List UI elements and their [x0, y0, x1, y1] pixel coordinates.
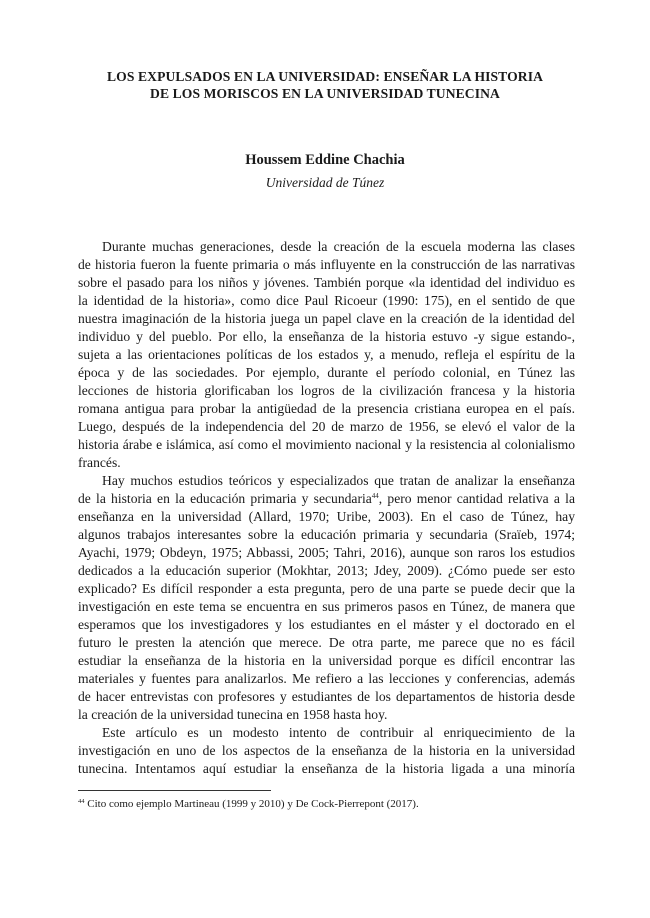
- text-line: la creación de la universidad tunecina en 1958 hasta hoy.: [78, 707, 388, 722]
- text-line: Este artículo es un modesto intento de contribuir al enriquecimiento de la: [102, 725, 575, 740]
- text-line: Ayachi, 1979; Obdeyn, 1975; Abbassi, 2005; Tahri, 2016), aunque son raros los estudios: [78, 545, 575, 560]
- text-line: época y de las sociedades. Por ejemplo, durante el período colonial, en Túnez las: [78, 365, 575, 380]
- footnote-text: Cito como ejemplo Martineau (1999 y 2010) y De Cock-Pierrepont (2017).: [84, 798, 419, 810]
- paragraph-1: [78, 238, 575, 472]
- text-line: enseñanza en la universidad (Allard, 1970; Uribe, 2003). En el caso de Túnez, hay: [78, 509, 575, 524]
- text-line: explicado? Es difícil responder a esta pregunta, pero de una parte se puede decir que la: [78, 581, 575, 596]
- text-line: de historia fueron la fuente primaria o más influyente en la construcción de las narrativas: [78, 257, 575, 272]
- text-line: Hay muchos estudios teóricos y especializados que tratan de analizar la enseñanza: [102, 473, 575, 488]
- text-line: individuo y del pueblo. Por ello, la enseñanza de la historia estuvo -y sigue estando-,: [78, 329, 575, 344]
- text-line: de hacer entrevistas con profesores y estudiantes de los departamentos de historia desde: [78, 689, 575, 704]
- text-line: historia árabe e islámica, así como el movimiento nacional y la resistencia al colonialismo: [78, 437, 575, 452]
- text-line: la identidad de la historia», como dice Paul Ricoeur (1990: 175), en el sentido de que: [78, 293, 575, 308]
- text-line: sobre el pasado para los niños y jóvenes. También porque «la identidad del individuo es: [78, 275, 575, 290]
- text-line: tunecina. Intentamos aquí estudiar la enseñanza de la historia ligada a una minoría: [78, 761, 575, 776]
- text-line: investigación en este tema se encuentra en sus primeros pasos en Túnez, de manera que: [78, 599, 575, 614]
- text-segment: , pero menor cantidad relativa a la: [378, 491, 575, 506]
- paragraph-3: [78, 724, 575, 778]
- author-affiliation: Universidad de Túnez: [265, 175, 385, 190]
- article-body: [78, 238, 575, 778]
- text-line: romana antigua para probar la antigüedad de la presencia cristiana europea en el país.: [78, 401, 575, 416]
- text-segment: de la historia en la educación primaria y secundaria: [78, 491, 372, 506]
- paragraph-2: [78, 472, 575, 724]
- text-line: algunos trabajos interesantes sobre la educación primaria y secundaria (Sraïeb, 1974;: [78, 527, 575, 542]
- author-name: Houssem Eddine Chachia: [245, 152, 405, 168]
- footnote: [78, 797, 575, 811]
- text-line: dedicados a la educación superior (Mokhtar, 2013; Jdey, 2009). ¿Cómo puede ser esto: [78, 563, 575, 578]
- footnote-number: 44: [78, 798, 85, 805]
- text-line: francés.: [78, 455, 121, 470]
- text-line: Durante muchas generaciones, desde la creación de la escuela moderna las clases: [102, 239, 575, 254]
- text-line: sujeta a las orientaciones políticas de los estados y, a menudo, refleja el espíritu de la: [78, 347, 575, 362]
- text-line: materiales y fuentes para analizarlos. Me refiero a las lecciones y conferencias, además: [78, 671, 575, 686]
- title-line-1: LOS EXPULSADOS EN LA UNIVERSIDAD: ENSEÑAR LA HISTORIA: [107, 69, 543, 84]
- footnote-reference[interactable]: 44: [371, 492, 379, 500]
- text-line-with-footnote: [78, 490, 575, 508]
- title-line-2: DE LOS MORISCOS EN LA UNIVERSIDAD TUNECINA: [150, 86, 500, 101]
- footnote-separator: [78, 790, 271, 791]
- text-line: esperamos que los investigadores y los estudiantes en el máster y el doctorado en el: [78, 617, 575, 632]
- text-line: Luego, después de la independencia del 20 de marzo de 1956, se elevó el valor de la: [78, 419, 575, 434]
- text-line: futuro le presten la atención que merece. De otra parte, me parece que no es fácil: [78, 635, 575, 650]
- text-line: investigación en uno de los aspectos de la enseñanza de la historia en la universidad: [78, 743, 575, 758]
- article-title: [70, 68, 580, 102]
- text-line: lecciones de historia glorificaban los logros de la civilización francesa y la historia: [78, 383, 575, 398]
- text-line: nuestra imaginación de la historia juega un papel clave en la creación de la identidad del: [78, 311, 575, 326]
- text-line: estudiar la enseñanza de la historia en la universidad porque es difícil encontrar las: [78, 653, 575, 668]
